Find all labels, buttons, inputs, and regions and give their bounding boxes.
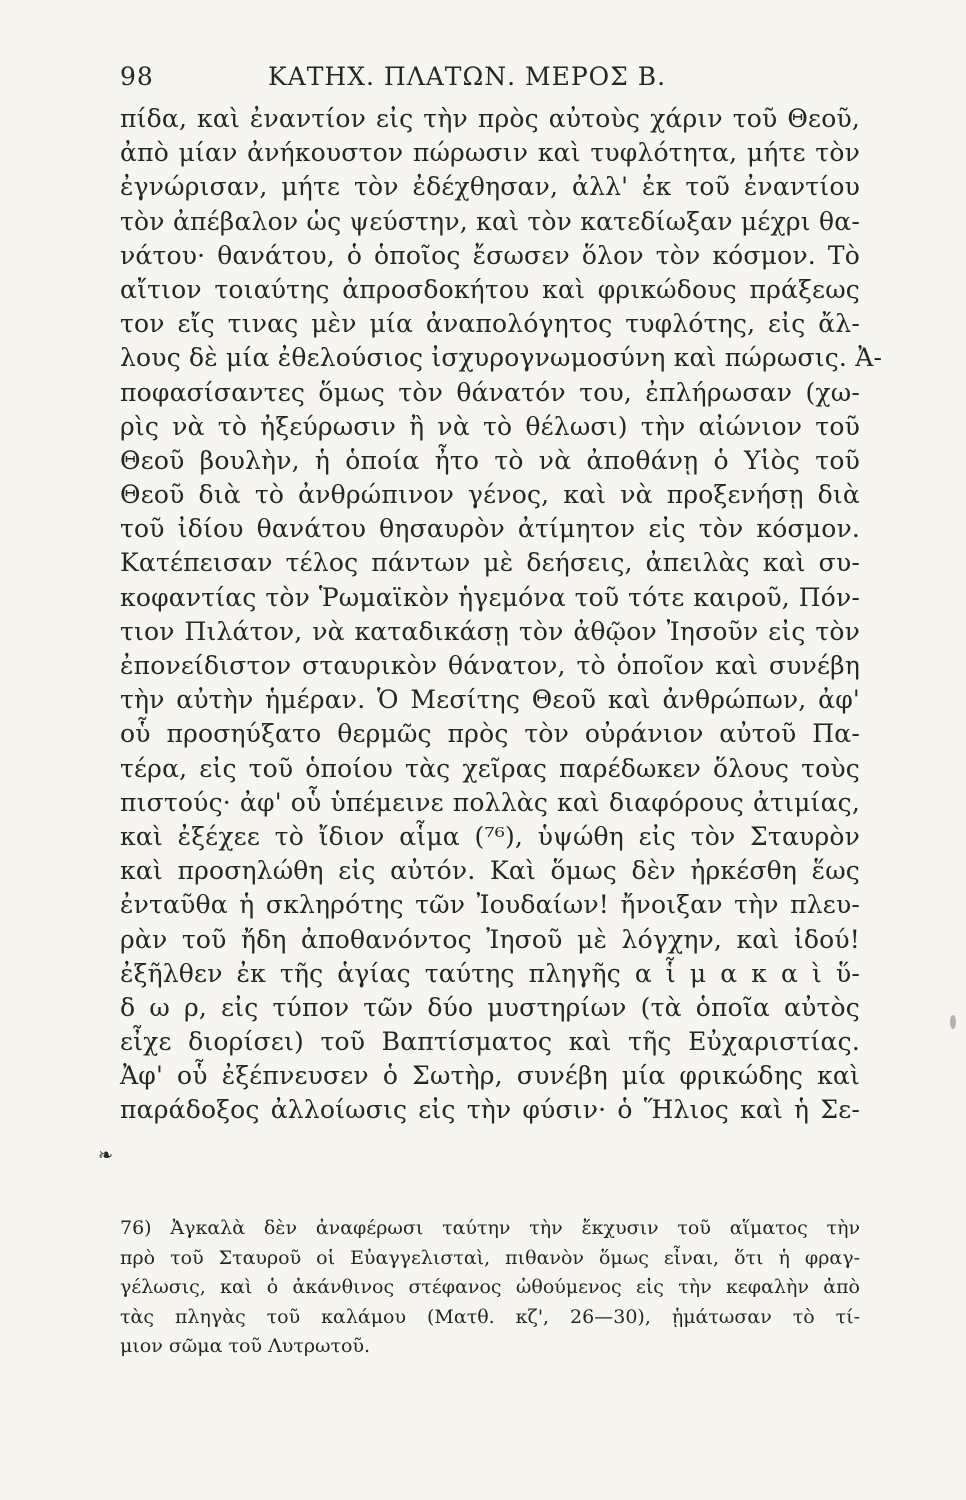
text-line: αἴτιον τοιαύτης ἀπροσδοκήτου καὶ φρικώδους πράξεως <box>120 274 860 304</box>
text-line: ἐπονείδιστον σταυρικὸν θάνατον, τὸ ὁποῖον καὶ συνέβη <box>120 651 860 680</box>
text-line: ἐνταῦθα ἡ σκληρότης τῶν Ἰουδαίων! ἤνοιξαν τὴν πλευ- <box>120 890 860 920</box>
footnote-line: πρὸ τοῦ Σταυροῦ οἱ Εὐαγγελισταὶ, πιθανὸν ὅμως εἶναι, ὅτι ἡ φραγ- <box>120 1246 860 1269</box>
text-line: τέρα, εἰς τοῦ ὁποίου τὰς χεῖρας παρέδωκεν ὅλους τοὺς <box>120 753 860 783</box>
text-line: Θεοῦ βουλὴν, ἡ ὁποία ἦτο τὸ νὰ ἀποθάνῃ ὁ Υἱὸς τοῦ <box>120 445 860 475</box>
body-text <box>120 102 883 1128</box>
text-line: κοφαντίας τὸν Ῥωμαϊκὸν ἡγεμόνα τοῦ τότε καιροῦ, Πόν- <box>120 582 860 612</box>
page-edge-mark <box>950 1015 956 1029</box>
text-line: ἐξῆλθεν ἐκ τῆς ἁγίας ταύτης πληγῆς α ἷ μ α κ α ὶ ὕ- <box>120 958 860 988</box>
margin-mark: ❧ <box>98 1145 114 1166</box>
text-line: οὗ προσηύξατο θερμῶς πρὸς τὸν οὐράνιον αὐτοῦ Πα- <box>120 719 860 749</box>
text-line: ρὰν τοῦ ἤδη ἀποθανόντος Ἰησοῦ μὲ λόγχην, καὶ ἰδού! <box>120 924 860 954</box>
text-line: δ ω ρ, εἰς τύπον τῶν δύο μυστηρίων (τὰ ὁποῖα αὐτὸς <box>120 992 860 1022</box>
page-number: 98 <box>120 62 154 91</box>
footnote-line: τὰς πληγὰς τοῦ καλάμου (Ματθ. κζ', 26—30), ᾑμάτωσαν τὸ τί- <box>120 1305 860 1328</box>
text-line: τον εἴς τινας μὲν μία ἀναπολόγητος τυφλότης, εἰς ἄλ- <box>120 309 860 339</box>
text-line: πίδα, καὶ ἐναντίον εἰς τὴν πρὸς αὐτοὺς χάριν τοῦ Θεοῦ, <box>120 104 860 133</box>
text-line: τὴν αὐτὴν ἡμέραν. Ὁ Μεσίτης Θεοῦ καὶ ἀνθρώπων, ἀφ' <box>120 685 860 715</box>
text-line: Θεοῦ διὰ τὸ ἀνθρώπινον γένος, καὶ νὰ προξενήσῃ διὰ <box>120 480 860 510</box>
footnote-line: γέλωσις, καὶ ὁ ἀκάνθινος στέφανος ὠθούμενος εἰς τὴν κεφαλὴν ἀπὸ <box>120 1276 860 1298</box>
text-line: παράδοξος ἀλλοίωσις εἰς τὴν φύσιν· ὁ Ἥλιος καὶ ἡ Σε- <box>120 1095 860 1125</box>
text-line: καὶ ἐξέχεε τὸ ἴδιον αἷμα (⁷⁶), ὑψώθη εἰς τὸν Σταυρὸν <box>120 821 860 851</box>
text-line: ρὶς νὰ τὸ ἠξεύρωσιν ἢ νὰ τὸ θέλωσι) τὴν αἰώνιον τοῦ <box>120 411 860 441</box>
footnote-block <box>120 1214 860 1362</box>
text-line: καὶ προσηλώθη εἰς αὐτόν. Καὶ ὅμως δὲν ἠρκέσθη ἕως <box>120 856 860 886</box>
footnote-line: μιον σῶμα τοῦ Λυτρωτοῦ. <box>120 1335 371 1357</box>
text-line: τιον Πιλάτον, νὰ καταδικάσῃ τὸν ἀθῷον Ἰησοῦν εἰς τὸν <box>120 616 860 646</box>
text-line: λους δὲ μία ἐθελούσιος ἰσχυρογνωμοσύνη καὶ πώρωσις. Ἀ- <box>120 343 883 373</box>
text-line: ἐγνώρισαν, μήτε τὸν ἐδέχθησαν, ἀλλ' ἐκ τοῦ ἐναντίου <box>120 172 860 202</box>
page-header <box>120 62 860 98</box>
text-line: ἀπὸ μίαν ἀνήκουστον πώρωσιν καὶ τυφλότητα, μήτε τὸν <box>120 138 860 168</box>
text-line: πιστούς· ἀφ' οὗ ὑπέμεινε πολλὰς καὶ διαφόρους ἀτιμίας, <box>120 787 860 817</box>
text-line: ποφασίσαντες ὅμως τὸν θάνατόν του, ἐπλήρωσαν (χω- <box>120 377 860 407</box>
text-line: νάτου· θανάτου, ὁ ὁποῖος ἔσωσεν ὅλον τὸν κόσμον. Τὸ <box>120 240 860 270</box>
text-line: Κατέπεισαν τέλος πάντων μὲ δεήσεις, ἀπειλὰς καὶ συ- <box>120 548 860 578</box>
footnote-line: 76) Ἀγκαλὰ δὲν ἀναφέρωσι ταύτην τὴν ἔκχυσιν τοῦ αἵματος τὴν <box>120 1217 860 1239</box>
text-line: τὸν ἀπέβαλον ὡς ψεύστην, καὶ τὸν κατεδίωξαν μέχρι θα- <box>120 206 860 236</box>
running-title: ΚΑΤΗΧ. ΠΛΑΤΩΝ. ΜΕΡΟΣ Β. <box>268 62 667 91</box>
text-line: τοῦ ἰδίου θανάτου θησαυρὸν ἀτίμητον εἰς τὸν κόσμον. <box>120 514 860 544</box>
text-line: Ἀφ' οὗ ἐξέπνευσεν ὁ Σωτὴρ, συνέβη μία φρικώδης καὶ <box>120 1061 860 1091</box>
text-line: εἶχε διορίσει) τοῦ Βαπτίσματος καὶ τῆς Εὐχαριστίας. <box>120 1027 860 1057</box>
